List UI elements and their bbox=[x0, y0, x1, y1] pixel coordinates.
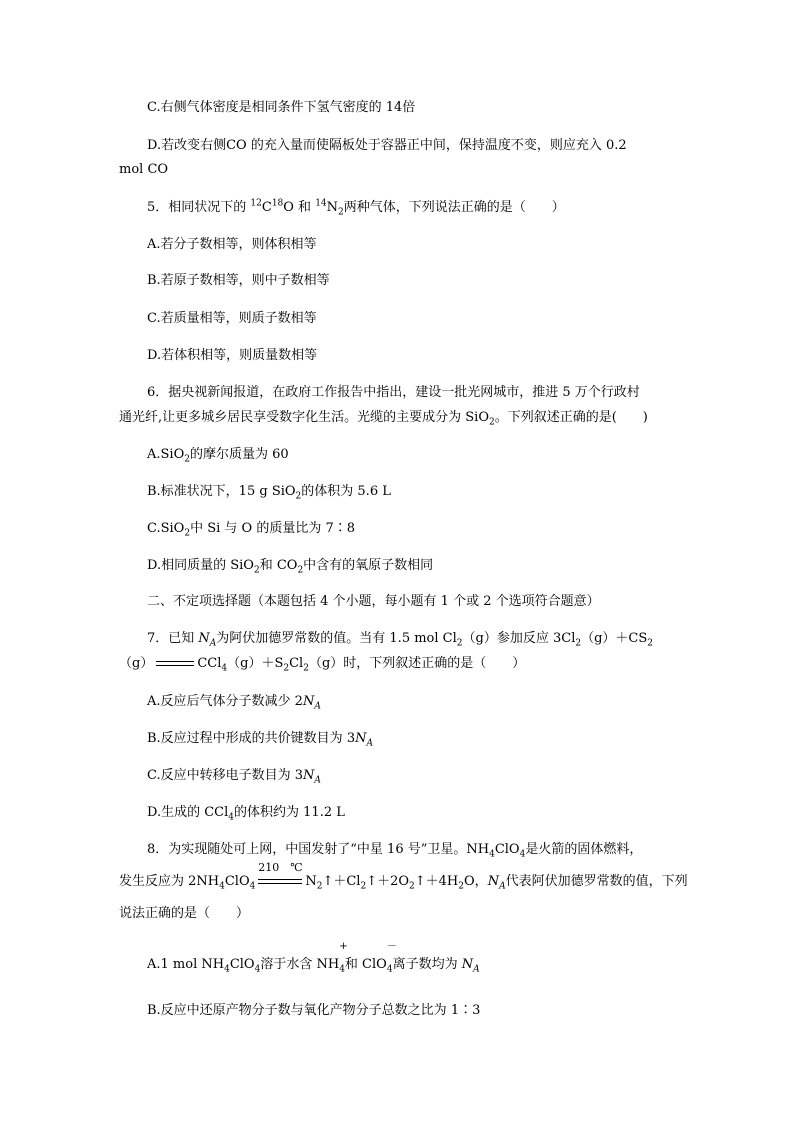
q8-option-a: A.1 mol $NH_4ClO_4$溶于水含 NH + $_4$和 ClO － $_4$离子数均为 $N_A$ bbox=[147, 941, 480, 975]
q7-option-b: B.反应过程中形成的共价键数目为 $3N_A$ bbox=[147, 731, 373, 749]
ammonium-ion: + $_4$ bbox=[339, 941, 348, 975]
q7-option-a: A.反应后气体分子数减少 $2N_A$ bbox=[147, 694, 321, 712]
q7-stem-line2: （g） $CCl_4(g)+S_2Cl_2(g)$时，下列叙述正确的是（ ） bbox=[119, 656, 526, 674]
q5-option-b: B.若原子数相等，则中子数相等 bbox=[147, 273, 330, 288]
perchlorate-ion: － $_4$ bbox=[386, 941, 397, 975]
q6-option-d: D.相同质量的 SiO$_2$和 $CO_2$中含有的氧原子数相同 bbox=[147, 558, 434, 576]
q8-option-b: B.反应中还原产物分子数与氧化产物分子总数之比为 1∶3 bbox=[147, 1003, 481, 1018]
reaction-condition-arrow: 210 ℃ bbox=[255, 874, 305, 890]
q5-option-c: C.若质量相等，则质子数相等 bbox=[147, 311, 317, 326]
q6-stem-line1: 6．据央视新闻报道，在政府工作报告中指出，建设一批光网城市，推进 5 万个行政村 bbox=[147, 385, 640, 400]
q4-option-d-line2: mol CO bbox=[119, 162, 169, 177]
q4-option-c: C.右侧气体密度是相同条件下氢气密度的 14倍 bbox=[147, 100, 416, 115]
q8-stem-line2: 发生反应为 $2NH_4ClO_4$ 210 ℃ $N_2↑+Cl_2↑+2O_2↑+4H_2O$，$N_A$代表阿伏加德罗常数的值，下列 bbox=[119, 861, 688, 892]
q7-option-d: D.生成的 CCl$_4$的体积约为 11.2 L bbox=[147, 805, 345, 823]
q7-stem-line1: 7．已知 $N_A$为阿伏加德罗常数的值。当有 1.5 mol $Cl_2(g)$参加反应 $3Cl_2(g)+CS_2$ bbox=[147, 631, 654, 649]
q6-option-b: B.标准状况下，15 g SiO$_2$的体积为 5.6 L bbox=[147, 484, 391, 502]
q8-stem-line3: 说法正确的是（ ） bbox=[119, 906, 250, 921]
q8-stem-line1: 8．为实现随处可上网，中国发射了“中星 16 号”卫星。$NH_4ClO_4$是火箭的固体燃料， bbox=[147, 842, 643, 860]
q6-stem-line2: 通光纤,让更多城乡居民享受数字化生活。光缆的主要成分为 SiO$_2$。下列叙述正确的是( ) bbox=[119, 410, 648, 428]
q5-stem: 5．相同状况下的 $^{12}C^{18}O$ 和 $^{14}N_2$两种气体，下列说法正确的是（ ） bbox=[147, 198, 565, 218]
section-2-title: 二、不定项选择题（本题包括 4 个小题，每小题有 1 个或 2 个选项符合题意） bbox=[147, 594, 600, 609]
q5-option-d: D.若体积相等，则质量数相等 bbox=[147, 348, 318, 363]
q4-option-d-line1: D.若改变右侧CO 的充入量而使隔板处于容器正中间，保持温度不变，则应充入 0.2 bbox=[147, 138, 627, 153]
equilibrium-double-line bbox=[156, 661, 194, 666]
q7-option-c: C.反应中转移电子数目为 $3N_A$ bbox=[147, 768, 321, 786]
q6-option-c: C.SiO$_2$中 Si 与 O 的质量比为 7∶8 bbox=[147, 521, 356, 539]
q5-option-a: A.若分子数相等，则体积相等 bbox=[147, 237, 317, 252]
q6-option-a: A.SiO$_2$的摩尔质量为 60 bbox=[147, 447, 289, 465]
